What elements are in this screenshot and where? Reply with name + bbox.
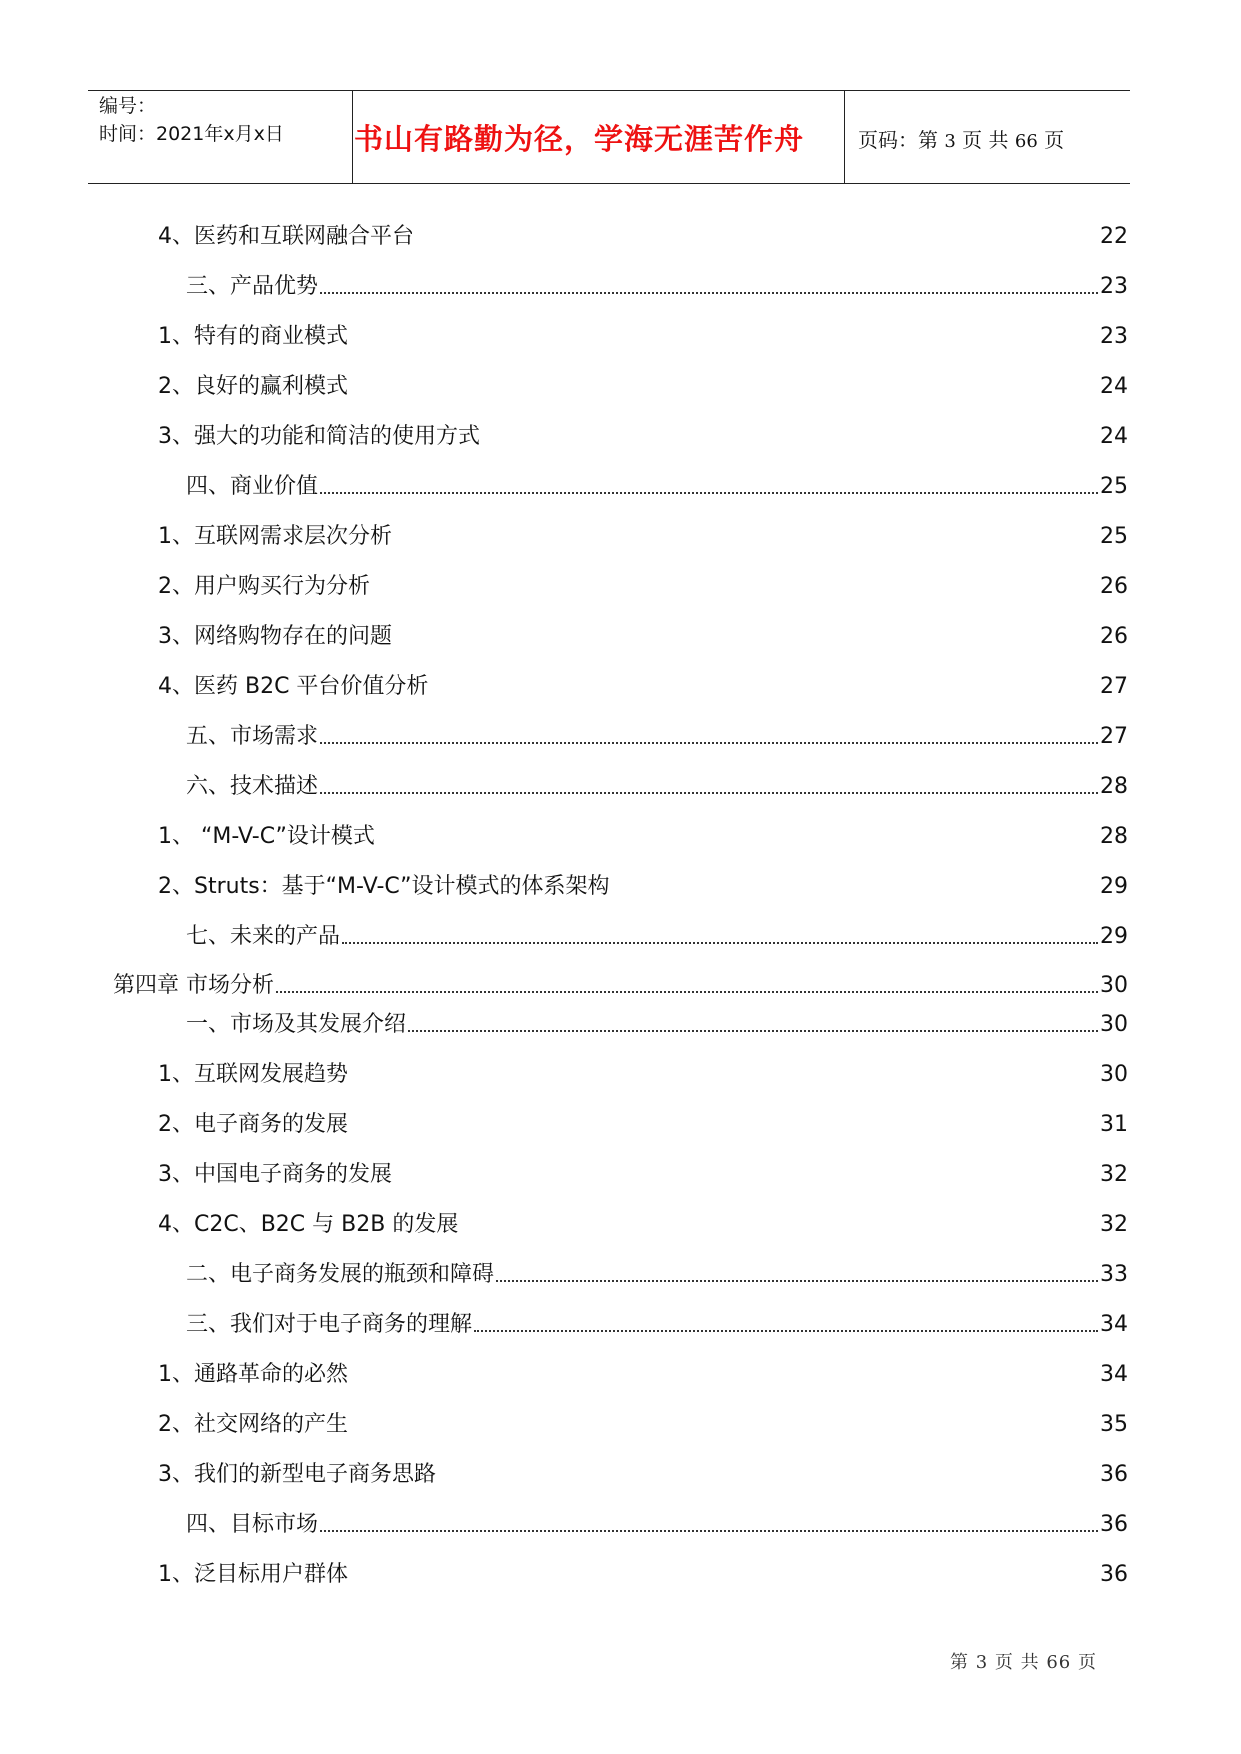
header-top-rule — [88, 90, 1130, 91]
toc-entry-label: 三、产品优势 — [186, 274, 319, 299]
toc-entry-page-number: 23 — [1100, 324, 1128, 349]
toc-entry-page-number: 30 — [1100, 973, 1128, 998]
toc-entry-page-number: 28 — [1100, 824, 1128, 849]
toc-entry-label: 第四章 市场分析 — [113, 973, 274, 998]
toc-entry-page-number: 24 — [1100, 424, 1128, 449]
toc-entry-label: 七、未来的产品 — [186, 924, 341, 949]
toc-entry[interactable] — [186, 468, 1128, 500]
toc-entry[interactable] — [158, 818, 1128, 850]
toc-entry-label: 1、互联网发展趋势 — [158, 1062, 348, 1087]
toc-entry[interactable] — [158, 868, 1128, 900]
toc-entry[interactable] — [186, 1506, 1128, 1538]
toc-entry[interactable] — [158, 418, 1128, 450]
toc-entry[interactable] — [158, 1456, 1128, 1488]
header-motto: 书山有路勤为径，学海无涯苦作舟 — [354, 122, 805, 156]
page-current: 3 — [944, 131, 956, 152]
toc-entry-label: 3、网络购物存在的问题 — [158, 624, 392, 649]
toc-dot-leader — [474, 1330, 1098, 1332]
toc-entry-label: 一、市场及其发展介绍 — [186, 1012, 407, 1037]
toc-entry[interactable] — [186, 718, 1128, 750]
toc-entry-label: 3、强大的功能和简洁的使用方式 — [158, 424, 480, 449]
toc-entry[interactable] — [158, 1156, 1128, 1188]
toc-entry[interactable] — [158, 1106, 1128, 1138]
toc-entry[interactable] — [113, 967, 1128, 999]
toc-dot-leader — [320, 1530, 1098, 1532]
toc-entry[interactable] — [158, 1406, 1128, 1438]
toc-entry-label: 五、市场需求 — [186, 724, 319, 749]
toc-entry-label: 2、用户购买行为分析 — [158, 574, 370, 599]
toc-entry-page-number: 27 — [1100, 674, 1128, 699]
header-meta — [99, 92, 284, 148]
toc-entry-page-number: 34 — [1100, 1362, 1128, 1387]
toc-entry-label: 1、 “M-V-C”设计模式 — [158, 824, 375, 849]
toc-entry-label: 2、良好的赢利模式 — [158, 374, 348, 399]
header-divider-left — [352, 90, 353, 183]
toc-entry[interactable] — [186, 1256, 1128, 1288]
toc-entry-label: 四、目标市场 — [186, 1512, 319, 1537]
page-footer: 第 3 页 共 66 页 — [950, 1652, 1097, 1673]
toc-entry-page-number: 26 — [1100, 574, 1128, 599]
toc-entry-label: 4、C2C、B2C 与 B2B 的发展 — [158, 1212, 459, 1237]
toc-entry[interactable] — [158, 368, 1128, 400]
toc-entry-label: 4、医药 B2C 平台价值分析 — [158, 674, 429, 699]
header-bottom-rule — [88, 183, 1130, 184]
toc-entry-page-number: 28 — [1100, 774, 1128, 799]
toc-entry-page-number: 35 — [1100, 1412, 1128, 1437]
toc-dot-leader — [276, 991, 1098, 993]
toc-entry-label: 1、互联网需求层次分析 — [158, 524, 392, 549]
toc-entry-label: 3、我们的新型电子商务思路 — [158, 1462, 436, 1487]
page-suffix: 页 — [1044, 128, 1065, 152]
toc-entry-page-number: 24 — [1100, 374, 1128, 399]
toc-entry[interactable] — [158, 1356, 1128, 1388]
toc-entry[interactable] — [158, 668, 1128, 700]
toc-entry-page-number: 34 — [1100, 1312, 1128, 1337]
page-total: 66 — [1014, 131, 1038, 152]
toc-entry[interactable] — [186, 768, 1128, 800]
toc-dot-leader — [320, 492, 1098, 494]
toc-entry-label: 4、医药和互联网融合平台 — [158, 224, 414, 249]
toc-entry-label: 1、特有的商业模式 — [158, 324, 348, 349]
toc-entry-label: 3、中国电子商务的发展 — [158, 1162, 392, 1187]
toc-entry-page-number: 26 — [1100, 624, 1128, 649]
toc-entry-label: 2、社交网络的产生 — [158, 1412, 348, 1437]
header-page-info — [858, 124, 1064, 153]
toc-dot-leader — [342, 942, 1098, 944]
toc-dot-leader — [320, 742, 1098, 744]
toc-entry-page-number: 22 — [1100, 224, 1128, 249]
toc-dot-leader — [320, 792, 1098, 794]
toc-entry-label: 1、泛目标用户群体 — [158, 1562, 348, 1587]
toc-entry-label: 三、我们对于电子商务的理解 — [186, 1312, 473, 1337]
toc-entry-label: 四、商业价值 — [186, 474, 319, 499]
toc-entry-page-number: 27 — [1100, 724, 1128, 749]
toc-entry[interactable] — [158, 1556, 1128, 1588]
toc-entry-page-number: 36 — [1100, 1562, 1128, 1587]
toc-entry[interactable] — [186, 268, 1128, 300]
toc-entry-page-number: 32 — [1100, 1162, 1128, 1187]
toc-entry-page-number: 36 — [1100, 1462, 1128, 1487]
toc-dot-leader — [320, 292, 1098, 294]
toc-entry-page-number: 31 — [1100, 1112, 1128, 1137]
page-prefix: 页码：第 — [858, 128, 938, 152]
toc-entry-page-number: 29 — [1100, 874, 1128, 899]
toc-entry[interactable] — [186, 1006, 1128, 1038]
toc-entry-page-number: 30 — [1100, 1012, 1128, 1037]
toc-entry-page-number: 25 — [1100, 524, 1128, 549]
serial-number-label: 编号： — [99, 95, 157, 117]
header-divider-right — [844, 90, 845, 183]
toc-entry-label: 1、通路革命的必然 — [158, 1362, 348, 1387]
toc-entry[interactable] — [158, 1056, 1128, 1088]
toc-entry-page-number: 33 — [1100, 1262, 1128, 1287]
toc-entry[interactable] — [158, 318, 1128, 350]
toc-entry[interactable] — [158, 218, 1128, 250]
toc-dot-leader — [496, 1280, 1098, 1282]
toc-entry-page-number: 36 — [1100, 1512, 1128, 1537]
toc-dot-leader — [408, 1030, 1098, 1032]
toc-entry-label: 六、技术描述 — [186, 774, 319, 799]
toc-entry-page-number: 25 — [1100, 474, 1128, 499]
page-mid: 页 共 — [962, 128, 1009, 152]
toc-entry[interactable] — [158, 568, 1128, 600]
toc-entry-page-number: 23 — [1100, 274, 1128, 299]
time-label: 时间：2021年x月x日 — [99, 123, 284, 145]
toc-entry-page-number: 29 — [1100, 924, 1128, 949]
toc-entry-page-number: 30 — [1100, 1062, 1128, 1087]
toc-entry-label: 2、电子商务的发展 — [158, 1112, 348, 1137]
toc-entry[interactable] — [158, 618, 1128, 650]
toc-entry-label: 二、电子商务发展的瓶颈和障碍 — [186, 1262, 495, 1287]
toc-entry[interactable] — [186, 918, 1128, 950]
toc-entry-label: 2、Struts：基于“M-V-C”设计模式的体系架构 — [158, 874, 610, 899]
toc-entry[interactable] — [186, 1306, 1128, 1338]
toc-entry[interactable] — [158, 1206, 1128, 1238]
toc-entry-page-number: 32 — [1100, 1212, 1128, 1237]
toc-entry[interactable] — [158, 518, 1128, 550]
